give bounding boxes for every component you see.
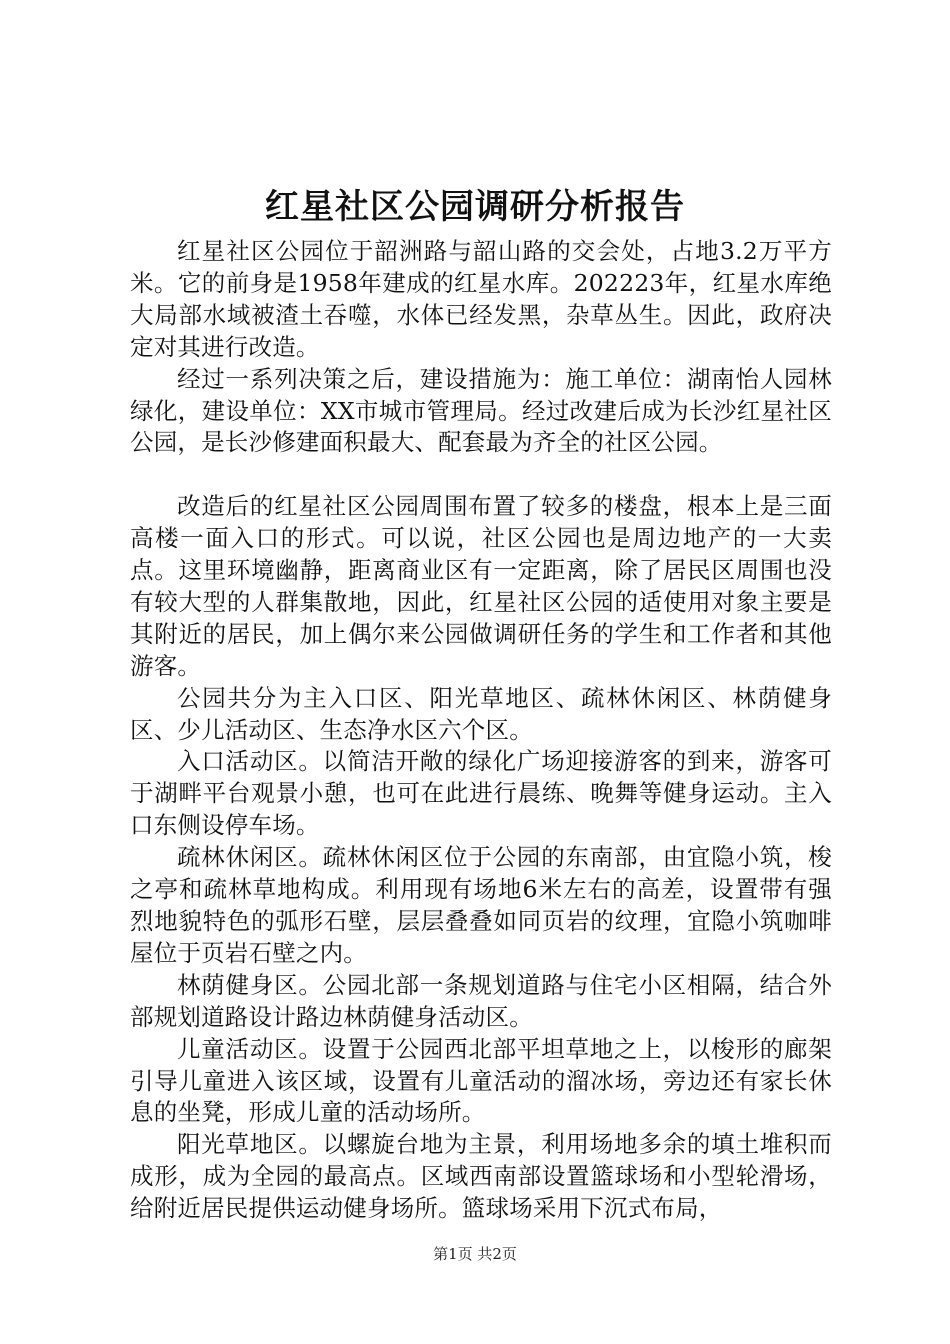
paragraph-surroundings: 改造后的红星社区公园周围布置了较多的楼盘，根本上是三面高楼一面入口的形式。可以说，社区公园也是周边地产的一大卖点。这里环境幽静，距离商业区有一定距离，除了居民区周围也没有较大型的人群集散地，因此，红星社区公园的适使用对象主要是其附近的居民，加上偶尔来公园做调研任务的学生和工作者和其他游客。 <box>130 492 832 680</box>
paragraph-leisure-area: 疏林休闲区。疏林休闲区位于公园的东南部，由宜隐小筑，梭之亭和疏林草地构成。利用现有场地6米左右的高差，设置带有强烈地貌特色的弧形石壁，层层叠叠如同页岩的纹理，宜隐小筑咖啡屋位于页岩石壁之内。 <box>130 843 832 967</box>
page-footer: 第1页 共2页 <box>433 1245 517 1263</box>
paragraph-location: 红星社区公园位于韶洲路与韶山路的交会处，占地3.2万平方米。它的前身是1958年建成的红星水库。202223年，红星水库绝大局部水域被渣土吞噬，水体已经发黑，杂草丛生。因此，政府决定对其进行改造。 <box>130 237 832 361</box>
document-body <box>130 236 832 1225</box>
paragraph-construction: 经过一系列决策之后，建设措施为：施工单位：湖南怡人园林绿化，建设单位：XX市城市管理局。经过改建后成为长沙红星社区公园，是长沙修建面积最大、配套最为齐全的社区公园。 <box>130 364 832 457</box>
paragraph-lawn-area: 阳光草地区。以螺旋台地为主景，利用场地多余的填土堆积而成形，成为全园的最高点。区域西南部设置篮球场和小型轮滑场，给附近居民提供运动健身场所。篮球场采用下沉式布局， <box>130 1130 832 1223</box>
paragraph-children-area: 儿童活动区。设置于公园西北部平坦草地之上，以梭形的廊架引导儿童进入该区域，设置有儿童活动的溜冰场，旁边还有家长休息的坐凳，形成儿童的活动场所。 <box>130 1034 832 1127</box>
paragraph-fitness-area: 林荫健身区。公园北部一条规划道路与住宅小区相隔，结合外部规划道路设计路边林荫健身活动区。 <box>130 970 832 1031</box>
document-title: 红星社区公园调研分析报告 <box>265 187 685 227</box>
paragraph-entrance-area: 入口活动区。以简洁开敞的绿化广场迎接游客的到来，游客可于湖畔平台观景小憩，也可在此进行晨练、晚舞等健身运动。主入口东侧设停车场。 <box>130 747 832 840</box>
paragraph-zones: 公园共分为主入口区、阳光草地区、疏林休闲区、林荫健身区、少儿活动区、生态净水区六个区。 <box>130 683 832 744</box>
